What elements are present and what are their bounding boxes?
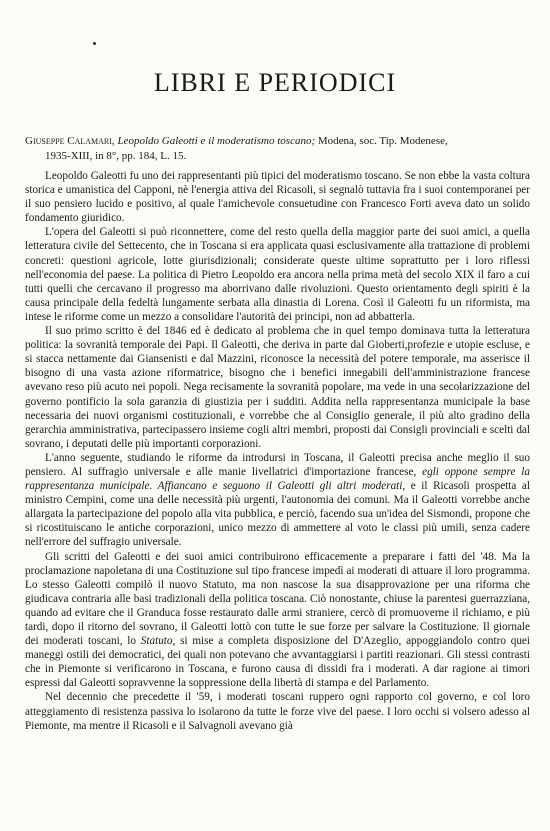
paragraph-4-italic: egli oppone sempre la rappresentanza municipale. Affiancano e seguono il Galeotti gli altri moderati, [25,465,530,493]
paragraph-3: Il suo primo scritto è del 1846 ed è dedicato al problema che in quel tempo dominava tutta la letteratura politica: la sovranità temporale dei Papi. Il Galeotti, che deriva in parte dal Gioberti,profezie e utopie escluse, e si stacca nettamente dai Giansenisti e dal Mazzini, riconosce la necessità del potere temporale, ma asserisce il bisogno di una vasta azione riformatrice, bisogno che i benefici innegabili dell'amministrazione francese avevano reso più acuto nei popoli. Nega recisamente la sovranità popolare, ma vede in una secolarizzazione del governo pontificio la sola garanzia di giustizia per i sudditi. Addita nella rappresentanza municipale la base necessaria dei nuovi organismi costituzionali, e vorrebbe che al Consiglio generale, il più alto gradino della gerarchia amministrativa, partecipassero insieme cogli altri membri, proposti dai Consigli provinciali e scelti dal sovrano, i deputati delle più importanti corporazioni. [25,325,530,450]
statuto-title: Statuto, [140,635,176,648]
review-body [25,169,530,733]
margin-dot [93,42,96,45]
paragraph-6: Nel decennio che precedette il '59, i moderati toscani ruppero ogni rapporto col governo, e col loro atteggiamento di resistenza passiva lo isolarono da tutte le forze vive del paese. I loro occhi si volsero adesso al Piemonte, ma mentre il Ricasoli e il Salvagnoli avevano già [25,691,530,732]
paragraph-5 [25,550,530,691]
paragraph-5-text: Gli scritti del Galeotti e dei suoi amici contribuirono efficacemente a preparare i fatti del '48. Ma la proclamazione napoletana di una Costituzione sul tipo francese impedì ai moderati di attuare il loro programma. Lo stesso Galeotti compilò il nuovo Statuto, ma non nascose la sua disapprovazione per una riforma che giudicava contraria alle basi tradizionali della politica toscana. Ciò nonostante, chiuse la parentesi guerrazziana, quando ad evitare che il Granduca fosse restaurato dalle armi straniere, cercò di promuoverne il richiamo, e più tardi, dopo il ritorno del sovrano, il Galeotti lottò con tutte le sue forze per salvare la Costituzione. Il giornale dei moderati toscani, lo [25,550,530,648]
bibliographic-reference [25,134,530,164]
paragraph-5-continued: si mise a completa disposizione del D'Azeglio, appoggiandolo contro quei maneggi ostili dei democratici, dei quali non potevano che avvantaggiarsi i partiti reazionari. Gli stessi contrasti che in Piemonte si verificarono in Toscana, e furono causa di dissidi fra i moderati. A dar ragione ai timori espressi dal Galeotti sopravvenne la soppressione della libertà di stampa e del Parlamento. [25,635,531,690]
reference-imprint-details: 1935-XIII, in 8°, pp. 184, L. 15. [45,150,187,162]
reference-imprint: Modena, soc. Tip. Modenese, [317,135,448,147]
page-title: LIBRI E PERIODICI [153,68,397,97]
paragraph-2: L'opera del Galeotti si può riconnettere, come del resto quella della maggior parte dei suoi amici, a quella letteratura civile del Settecento, che in Toscana si era applicata quasi esclusivamente alla trattazione di problemi concreti: questioni agricole, lotte giurisdizionali; considerate queste ultime soprattutto per i loro riflessi nell'economia del paese. La politica di Pietro Leopoldo era ancora nella prima metà del secolo XIX il faro a cui tutti quelli che cercavano il progresso ma aborrivano dalle rivoluzioni. Questo orientamento degli spiriti è la causa principale della fedeltà lungamente serbata alla dinastia di Lorena. Così il Galeotti fu un riformista, ma intese le riforme come un mezzo a consolidare l'autorità dei principi, non ad abbatterla. [25,226,530,323]
paragraph-4-continued: e il Ricasoli prospetta al ministro Cempini, come una delle necessità più urgenti, l'autonomia dei comuni. Ma il Galeotti vorrebbe anche allargata la partecipazione del popolo alla vita pubblica, e perciò, facendo sua un'idea del Sismondi, propone che si ricostituiscano le antiche corporazioni, unico mezzo di ammettere al voto le classi più umili, senza cadere nell'errore del suffragio universale. [25,480,530,549]
reference-work-title: Leopoldo Galeotti e il moderatismo toscano; [117,135,316,147]
paragraph-4 [25,451,530,550]
paragraph-1: Leopoldo Galeotti fu uno dei rappresentanti più tipici del moderatismo toscano. Se non ebbe la vasta coltura storica e umanistica del Capponi, nè l'energia attiva del Ricasoli, si segnalò tuttavia fra i suoi contemporanei per il suo pensiero lucido e positivo, al quale l'amichevole consuetudine con Francesco Forti aveva dato un solido fondamento giuridico. [25,170,530,225]
paragraph-4-text: L'anno seguente, studiando le riforme da introdursi in Toscana, il Galeotti precisa anche meglio il suo pensiero. Al suffragio universale e alle manie livellatrici d'importazione francese, [25,451,530,478]
reference-author: Giuseppe Calamari, [25,135,115,147]
